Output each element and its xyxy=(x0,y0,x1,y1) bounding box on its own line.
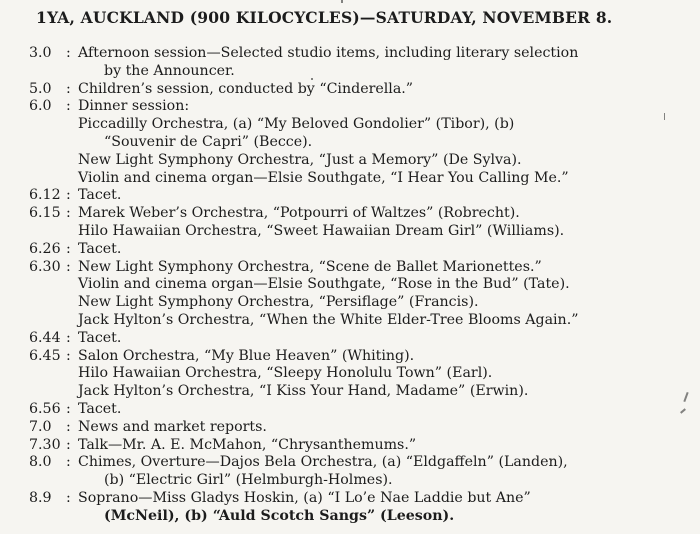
programme-text: Tacet. xyxy=(78,329,122,346)
programme-line xyxy=(0,187,700,205)
time-slot: 7.0 xyxy=(29,418,52,435)
time-separator: : xyxy=(66,205,71,222)
programme-line xyxy=(0,223,700,241)
programme-line xyxy=(0,116,700,134)
programme-text: Tacet. xyxy=(78,187,122,204)
programme-line xyxy=(0,312,700,330)
programme-text: Violin and cinema organ—Elsie Southgate, “Rose in the Bud” (Tate). xyxy=(78,276,570,293)
station-heading: 1YA, AUCKLAND (900 KILOCYCLES)—SATURDAY, NOVEMBER 8. xyxy=(36,8,613,27)
programme-line xyxy=(0,401,700,419)
time-separator: : xyxy=(66,454,71,471)
programme-line xyxy=(0,365,700,383)
programme-text: (McNeil), (b) “Auld Scotch Sangs” (Leeson). xyxy=(104,507,455,524)
programme-text: Jack Hylton’s Orchestra, “When the White Elder-Tree Blooms Again.” xyxy=(78,311,579,328)
programme-line xyxy=(0,472,700,490)
time-separator: : xyxy=(66,80,71,97)
programme-line xyxy=(0,241,700,259)
print-speck xyxy=(341,0,343,3)
time-separator: : xyxy=(66,418,71,435)
programme-line xyxy=(0,134,700,152)
programme-line xyxy=(0,490,700,508)
programme-text: by the Announcer. xyxy=(104,62,235,79)
programme-line xyxy=(0,45,700,63)
programme-text: Dinner session: xyxy=(78,98,190,115)
programme-line xyxy=(0,170,700,188)
programme-text: Piccadilly Orchestra, (a) “My Beloved Gondolier” (Tibor), (b) xyxy=(78,116,515,133)
programme-line xyxy=(0,330,700,348)
programme-line xyxy=(0,508,700,526)
programme-text: New Light Symphony Orchestra, “Scene de Ballet Marionettes.” xyxy=(78,258,542,275)
programme-text: Children’s session, conducted by “Cinderella.” xyxy=(78,80,414,97)
time-slot: 3.0 xyxy=(29,45,52,61)
programme-text: New Light Symphony Orchestra, “Persiflage” (Francis). xyxy=(78,294,479,311)
time-slot: 6.0 xyxy=(29,98,52,115)
programme-text: Hilo Hawaiian Orchestra, “Sweet Hawaiian Dream Girl” (Williams). xyxy=(78,222,565,239)
programme-text: Talk—Mr. A. E. McMahon, “Chrysanthemums.” xyxy=(78,436,417,453)
time-separator: : xyxy=(66,240,71,257)
time-slot: 6.56 xyxy=(29,400,61,417)
print-speck xyxy=(664,113,665,120)
programme-line xyxy=(0,454,700,472)
programme-text: Hilo Hawaiian Orchestra, “Sleepy Honolulu Town” (Earl). xyxy=(78,365,493,382)
programme-line xyxy=(0,63,700,81)
programme-text: Tacet. xyxy=(78,400,122,417)
programme-listing xyxy=(0,45,700,526)
programme-text: Violin and cinema organ—Elsie Southgate, “I Hear You Calling Me.” xyxy=(78,169,569,186)
programme-text: “Souvenir de Capri” (Becce). xyxy=(104,133,313,150)
programme-line xyxy=(0,383,700,401)
time-slot: 8.9 xyxy=(29,489,52,506)
time-separator: : xyxy=(66,329,71,346)
programme-text: Afternoon session—Selected studio items, including literary selection xyxy=(78,45,579,61)
programme-line xyxy=(0,152,700,170)
time-separator: : xyxy=(66,436,71,453)
programme-line xyxy=(0,98,700,116)
time-separator: : xyxy=(66,347,71,364)
time-separator: : xyxy=(66,187,71,204)
programme-line xyxy=(0,348,700,366)
print-speck xyxy=(311,78,313,80)
time-slot: 7.30 xyxy=(29,436,61,453)
programme-line xyxy=(0,437,700,455)
time-slot: 8.0 xyxy=(29,454,52,471)
time-slot: 6.12 xyxy=(29,187,61,204)
time-separator: : xyxy=(66,258,71,275)
programme-text: New Light Symphony Orchestra, “Just a Memory” (De Sylva). xyxy=(78,151,522,168)
programme-line xyxy=(0,294,700,312)
programme-text: (b) “Electric Girl” (Helmburgh-Holmes). xyxy=(104,472,393,489)
programme-text: Soprano—Miss Gladys Hoskin, (a) “I Lo’e Nae Laddie but Ane” xyxy=(78,489,531,506)
time-separator: : xyxy=(66,98,71,115)
programme-line xyxy=(0,81,700,99)
time-slot: 5.0 xyxy=(29,80,52,97)
time-slot: 6.26 xyxy=(29,240,61,257)
programme-line xyxy=(0,276,700,294)
programme-text: News and market reports. xyxy=(78,418,267,435)
programme-text: Tacet. xyxy=(78,240,122,257)
programme-text: Salon Orchestra, “My Blue Heaven” (Whiting). xyxy=(78,347,415,364)
time-slot: 6.45 xyxy=(29,347,61,364)
programme-text: Chimes, Overture—Dajos Bela Orchestra, (a) “Eldgaffeln” (Landen), xyxy=(78,454,568,471)
programme-line xyxy=(0,259,700,277)
programme-text: Jack Hylton’s Orchestra, “I Kiss Your Hand, Madame” (Erwin). xyxy=(78,383,529,400)
time-slot: 6.44 xyxy=(29,329,61,346)
programme-line xyxy=(0,205,700,223)
time-separator: : xyxy=(66,489,71,506)
programme-line xyxy=(0,419,700,437)
time-slot: 6.15 xyxy=(29,205,61,222)
programme-text: Marek Weber’s Orchestra, “Potpourri of Waltzes” (Robrecht). xyxy=(78,205,520,222)
time-slot: 6.30 xyxy=(29,258,61,275)
time-separator: : xyxy=(66,400,71,417)
time-separator: : xyxy=(66,45,71,61)
